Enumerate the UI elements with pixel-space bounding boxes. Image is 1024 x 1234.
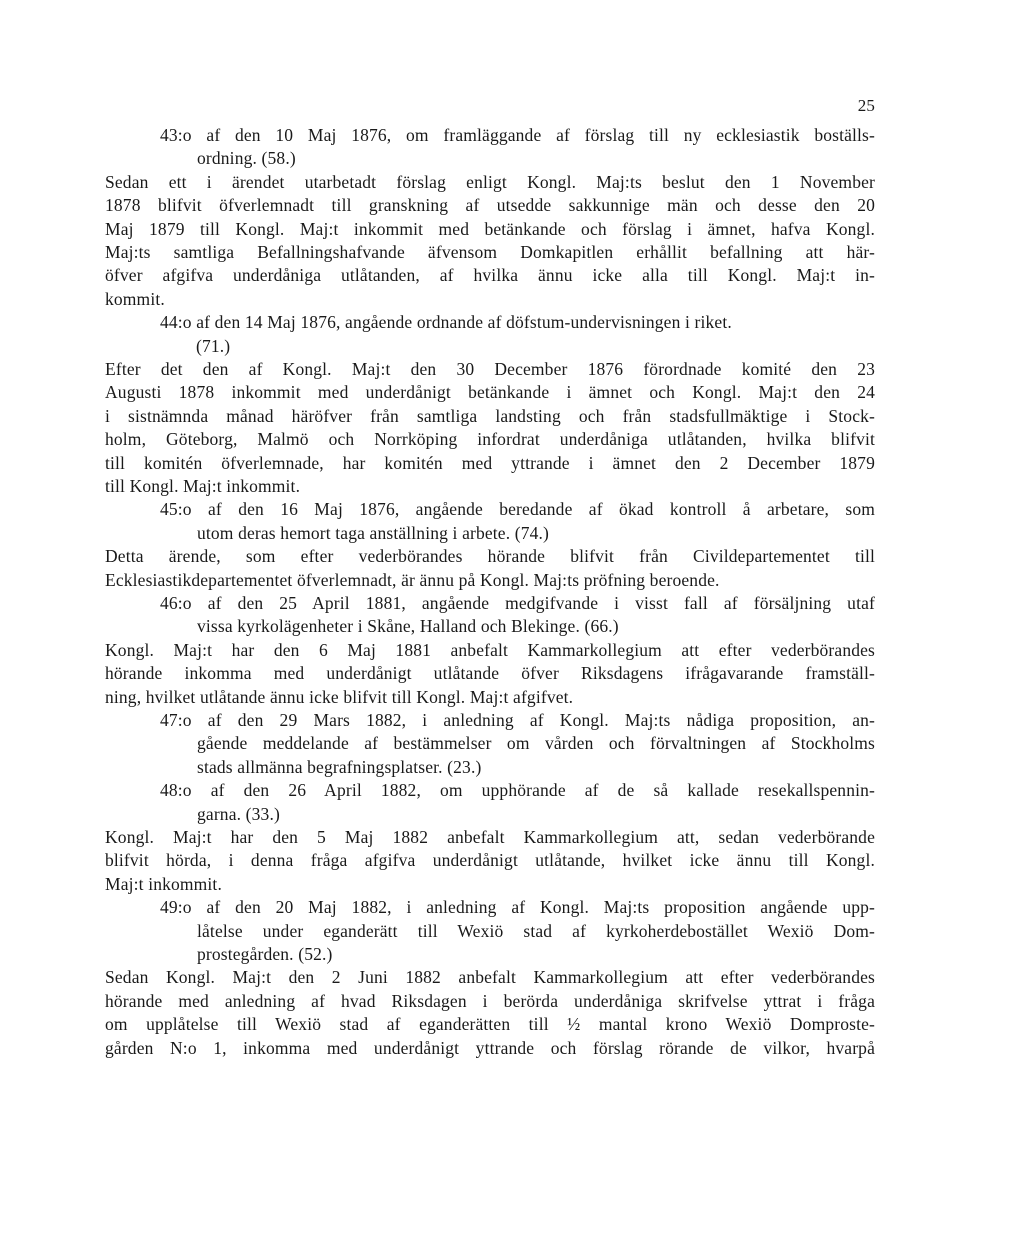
- page-number: 25: [857, 96, 875, 115]
- text-line: 43:o af den 10 Maj 1876, om framläggande af förslag till ny ecklesiastik boställs-: [160, 125, 875, 145]
- text-line: Sedan ett i ärendet utarbetadt förslag enligt Kongl. Maj:ts beslut den 1 November: [105, 171, 875, 192]
- text-line: 45:o af den 16 Maj 1876, angående beredande af ökad kontroll å arbetare, som: [160, 499, 875, 520]
- text-line: Maj:t inkommit.: [105, 873, 222, 894]
- text-line: 48:o af den 26 April 1882, om upphörande af de så kallade resekallspennin-: [160, 780, 875, 801]
- text-line: Ecklesiastikdepartementet öfverlemnadt, är ännu på Kongl. Maj:ts pröfning beroende.: [105, 569, 720, 590]
- text-line: Detta ärende, som efter vederbörandes hörande blifvit från Civildepartementet till: [105, 546, 875, 567]
- text-line: utom deras hemort taga anställning i arbete. (74.): [197, 522, 550, 543]
- text-line: gården N:o 1, inkomma med underdånigt yttrande och förslag rörande de vilkor, hvarpå: [105, 1037, 875, 1058]
- text-line: vissa kyrkolägenheter i Skåne, Halland och Blekinge. (66.): [197, 616, 619, 637]
- text-line: Augusti 1878 inkommit med underdånigt betänkande i ämnet och Kongl. Maj:t den 24: [105, 382, 875, 403]
- text-line: Efter det den af Kongl. Maj:t den 30 December 1876 förordnade komité den 23: [105, 359, 875, 379]
- text-line: i sistnämnda månad häröfver från samtliga landsting och från stadsfullmäktige i Stock-: [105, 405, 875, 426]
- text-line: (71.): [196, 335, 231, 356]
- text-line: holm, Göteborg, Malmö och Norrköping infordrat underdåniga utlåtanden, hvilka blifvit: [105, 429, 875, 450]
- text-line: Maj 1879 till Kongl. Maj:t inkommit med betänkande och förslag i ämnet, hafva Kongl.: [105, 218, 875, 239]
- text-line: gående meddelande af bestämmelser om vården och förvaltningen af Stockholms: [197, 733, 875, 754]
- text-line: låtelse under eganderätt till Wexiö stad af kyrkoherdebostället Wexiö Dom-: [197, 920, 875, 941]
- text-line: blifvit hörda, i denna fråga afgifva underdånigt utlåtande, hvilket icke ännu till Kongl.: [105, 850, 875, 871]
- text-line: 47:o af den 29 Mars 1882, i anledning af Kongl. Maj:ts nådiga proposition, an-: [160, 710, 875, 730]
- text-line: Maj:ts samtliga Befallningshafvande äfvensom Domkapitlen erhållit befallning att här-: [105, 242, 875, 262]
- text-line: Sedan Kongl. Maj:t den 2 Juni 1882 anbefalt Kammarkollegium att efter vederbörandes: [105, 967, 875, 988]
- text-line: öfver afgifva underdåniga utlåtanden, af hvilka ännu icke alla till Kongl. Maj:t in-: [105, 265, 875, 286]
- text-line: om upplåtelse till Wexiö stad af eganderätten till ½ mantal krono Wexiö Domproste-: [105, 1014, 875, 1035]
- text-line: garna. (33.): [197, 803, 280, 824]
- text-line: Kongl. Maj:t har den 6 Maj 1881 anbefalt Kammarkollegium att efter vederbörandes: [105, 639, 875, 660]
- text-line: hörande med anledning af hvad Riksdagen i berörda underdåniga skrifvelse yttrat i fråga: [105, 990, 875, 1011]
- text-line: ning, hvilket utlåtande ännu icke blifvit till Kongl. Maj:t afgifvet.: [105, 686, 574, 707]
- text-line: 44:o af den 14 Maj 1876, angående ordnande af döfstum-undervisningen i riket.: [160, 312, 732, 333]
- text-line: till komitén öfverlemnade, har komitén med yttrande i ämnet den 2 December 1879: [105, 452, 875, 473]
- text-line: stads allmänna begrafningsplatser. (23.): [197, 756, 482, 777]
- text-line: ordning. (58.): [197, 148, 296, 169]
- text-line: 46:o af den 25 April 1881, angående medgifvande i visst fall af försäljning utaf: [160, 593, 875, 613]
- text-line: kommit.: [105, 288, 165, 309]
- text-line: 49:o af den 20 Maj 1882, i anledning af Kongl. Maj:ts proposition angående upp-: [160, 897, 875, 918]
- text-line: Kongl. Maj:t har den 5 Maj 1882 anbefalt Kammarkollegium att, sedan vederbörande: [105, 827, 875, 847]
- text-line: prostegården. (52.): [197, 944, 333, 964]
- text-line: till Kongl. Maj:t inkommit.: [105, 476, 301, 496]
- text-line: hörande inkomma med underdånigt utlåtande öfver Riksdagens ifrågavarande framställ-: [105, 663, 875, 684]
- text-line: 1878 blifvit öfverlemnadt till granskning af utsedde sakkunnige män och desse den 20: [105, 195, 875, 216]
